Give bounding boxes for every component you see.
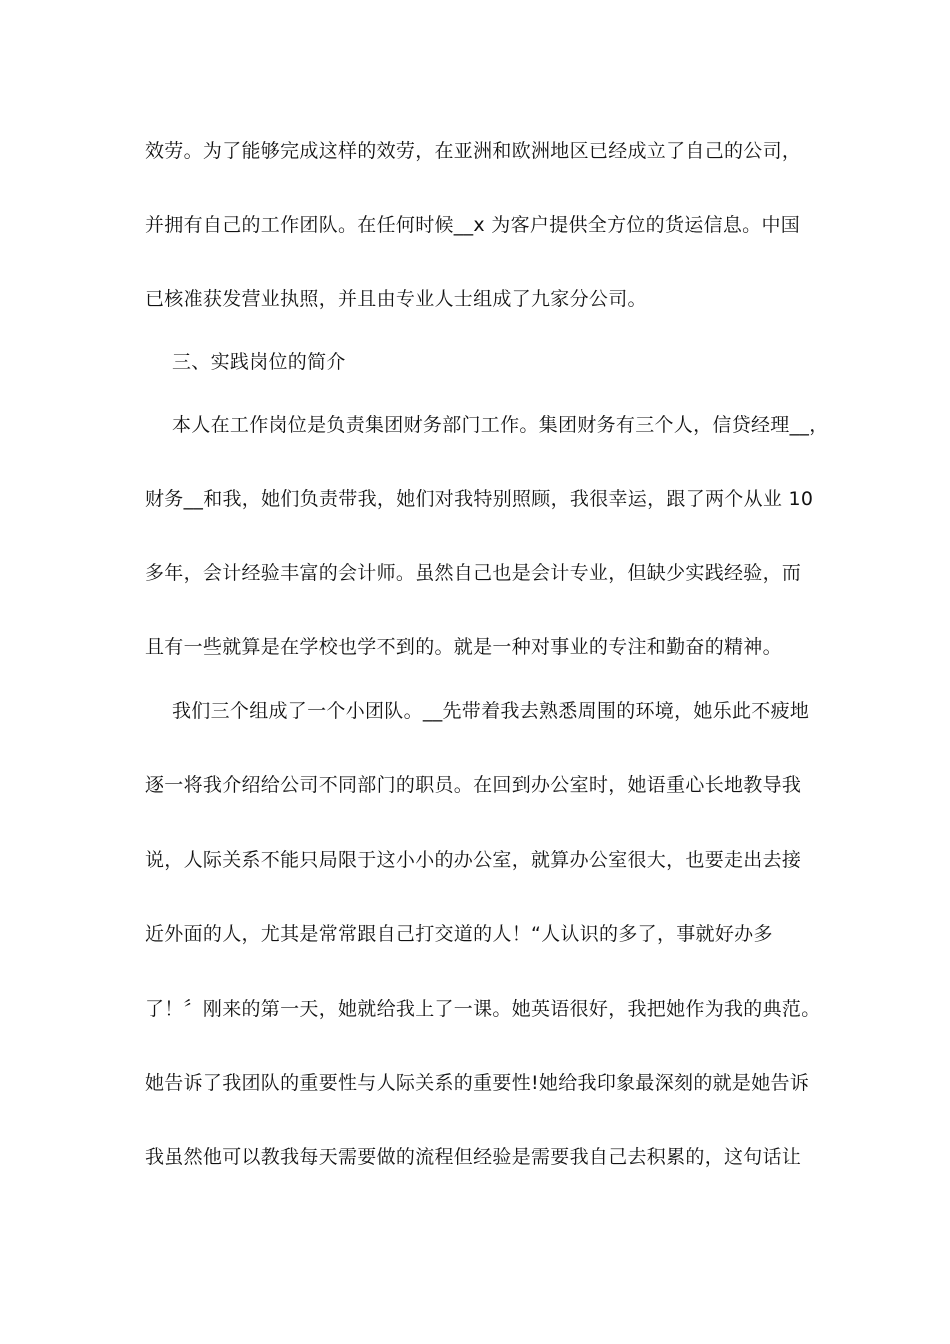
text-line: 我们三个组成了一个小团队。__先带着我去熟悉周围的环境，她乐此不疲地 xyxy=(172,700,810,722)
text-line: 多年，会计经验丰富的会计师。虽然自己也是会计专业，但缺少实践经验，而 xyxy=(145,562,802,584)
text-line: 效劳。为了能够完成这样的效劳，在亚洲和欧洲地区已经成立了自己的公司， xyxy=(145,140,802,162)
text-line: 财务__和我，她们负责带我，她们对我特别照顾，我很幸运，跟了两个从业 10 xyxy=(145,488,814,510)
text-line: 本人在工作岗位是负责集团财务部门工作。集团财务有三个人，信贷经理__， xyxy=(172,414,829,436)
text-line: 说，人际关系不能只局限于这小小的办公室，就算办公室很大，也要走出去接 xyxy=(145,849,802,871)
text-line: 了！〞刚来的第一天，她就给我上了一课。她英语很好，我把她作为我的典范。 xyxy=(145,998,821,1020)
text-line: 且有一些就算是在学校也学不到的。就是一种对事业的专注和勤奋的精神。 xyxy=(145,636,782,658)
text-line: 她告诉了我团队的重要性与人际关系的重要性!她给我印象最深刻的就是她告诉 xyxy=(145,1072,810,1094)
text-line: 逐一将我介绍给公司不同部门的职员。在回到办公室时，她语重心长地教导我 xyxy=(145,774,802,796)
text-line: 近外面的人，尤其是常常跟自己打交道的人！“人认识的多了，事就好办多 xyxy=(145,923,773,945)
section-heading: 三、实践岗位的简介 xyxy=(172,351,346,373)
text-line: 已核准获发营业执照，并且由专业人士组成了九家分公司。 xyxy=(145,288,647,310)
text-line: 并拥有自己的工作团队。在任何时候__x 为客户提供全方位的货运信息。中国 xyxy=(145,214,801,236)
text-line: 我虽然他可以教我每天需要做的流程但经验是需要我自己去积累的，这句话让 xyxy=(145,1146,802,1168)
